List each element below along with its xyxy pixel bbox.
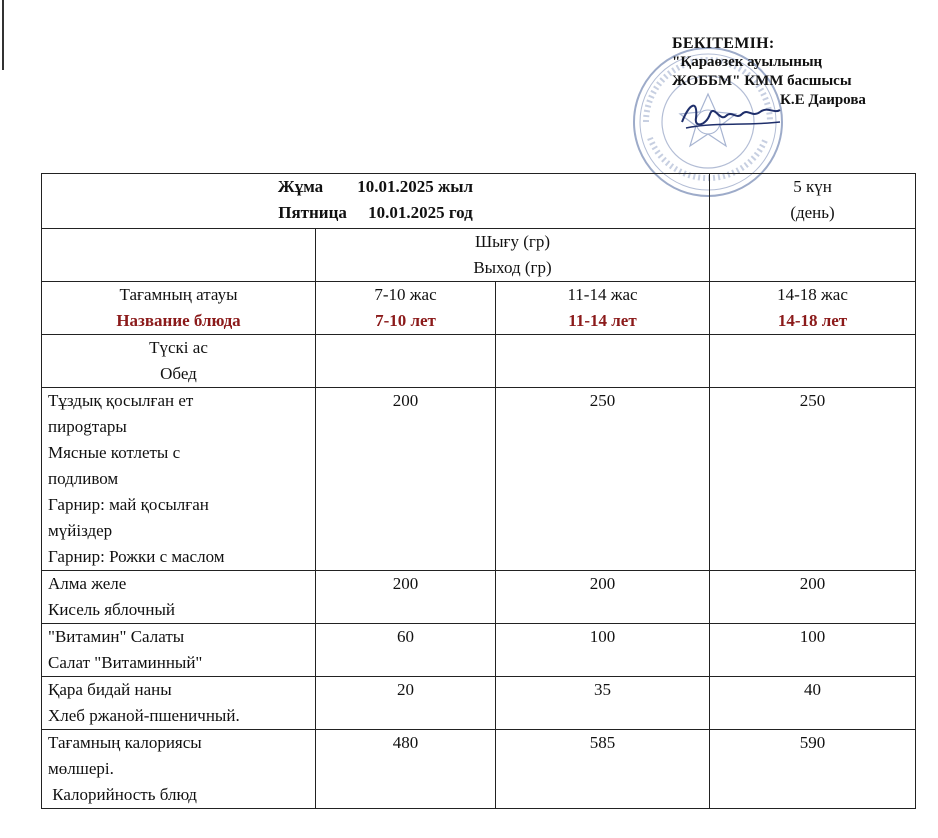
age-7-10-header <box>316 282 496 335</box>
calories-7-10: 480 <box>316 730 496 809</box>
section-empty-cell <box>316 335 496 388</box>
empty-header-cell-right <box>710 229 916 282</box>
approval-line-2: ЖОББМ" КММ басшысы <box>672 73 852 89</box>
date-header-row <box>42 174 916 229</box>
section-empty-cell <box>496 335 710 388</box>
approval-signer: К.Е Даирова <box>780 92 866 108</box>
dish-line: мүйіздер <box>48 521 113 540</box>
age-11-14-header <box>496 282 710 335</box>
portion-7-10: 60 <box>316 624 496 677</box>
output-header-row <box>42 229 916 282</box>
section-row-lunch <box>42 335 916 388</box>
section-empty-cell <box>710 335 916 388</box>
dish-name-cell <box>42 624 316 677</box>
output-cell <box>316 229 710 282</box>
table-row <box>42 730 916 809</box>
dish-line: Калорийность блюд <box>48 785 197 804</box>
dish-header-kz: Тағамның атауы <box>119 285 238 304</box>
approval-title: БЕКІТЕМІН: <box>672 35 775 52</box>
empty-header-cell <box>42 229 316 282</box>
column-header-row <box>42 282 916 335</box>
age-14-18-header <box>710 282 916 335</box>
page-edge-line <box>2 0 4 70</box>
dish-name-cell <box>42 677 316 730</box>
handwritten-signature <box>676 92 786 136</box>
day-number-ru: (день) <box>790 203 835 222</box>
age-14-18-kz: 14-18 жас <box>777 285 848 304</box>
day-name-kz: Жұма <box>277 177 324 196</box>
dish-line: Алма желе <box>48 574 127 593</box>
dish-line: Гарнир: май қосылған <box>48 495 209 514</box>
dish-line: Тұздық қосылған ет <box>48 391 194 410</box>
date-ru-line <box>48 200 703 226</box>
dish-line: Хлеб ржаной-пшеничный. <box>48 706 240 725</box>
dish-line: Қара бидай наны <box>48 680 172 699</box>
portion-11-14: 100 <box>496 624 710 677</box>
dish-line: мөлшері. <box>48 759 114 778</box>
date-ru: 10.01.2025 год <box>368 203 473 222</box>
calories-11-14: 585 <box>496 730 710 809</box>
age-7-10-kz: 7-10 жас <box>374 285 437 304</box>
portion-14-18: 100 <box>710 624 916 677</box>
portion-11-14: 35 <box>496 677 710 730</box>
portion-14-18: 250 <box>710 388 916 571</box>
calorie-label-cell <box>42 730 316 809</box>
dish-line: Тағамның калориясы <box>48 733 202 752</box>
dish-line: Мясные котлеты с <box>48 443 181 462</box>
approval-line-1: "Қараөзек ауылының <box>672 54 823 70</box>
dish-name-cell <box>42 388 316 571</box>
dish-header-ru: Название блюда <box>116 311 241 330</box>
table-row <box>42 624 916 677</box>
dish-name-cell <box>42 571 316 624</box>
calories-14-18: 590 <box>710 730 916 809</box>
portion-14-18: 40 <box>710 677 916 730</box>
table-row <box>42 677 916 730</box>
day-number-cell <box>710 174 916 229</box>
table-row <box>42 388 916 571</box>
dish-line: подливом <box>48 469 119 488</box>
date-cell <box>42 174 710 229</box>
age-11-14-kz: 11-14 жас <box>567 285 638 304</box>
menu-table <box>41 173 916 809</box>
age-11-14-ru: 11-14 лет <box>568 311 637 330</box>
day-name-ru: Пятница <box>278 203 347 222</box>
portion-7-10: 200 <box>316 388 496 571</box>
dish-line: "Витамин" Салаты <box>48 627 185 646</box>
output-kz: Шығу (гр) <box>474 232 551 251</box>
portion-11-14: 200 <box>496 571 710 624</box>
section-lunch-kz: Түскі ас <box>149 338 208 357</box>
dish-line: Салат "Витаминный" <box>48 653 203 672</box>
age-7-10-ru: 7-10 лет <box>375 311 436 330</box>
portion-14-18: 200 <box>710 571 916 624</box>
dish-line: Кисель яблочный <box>48 600 175 619</box>
portion-7-10: 200 <box>316 571 496 624</box>
dish-name-header <box>42 282 316 335</box>
dish-line: пироgтары <box>48 417 127 436</box>
age-14-18-ru: 14-18 лет <box>777 311 848 330</box>
portion-7-10: 20 <box>316 677 496 730</box>
output-ru: Выход (гр) <box>473 258 552 277</box>
date-kz: 10.01.2025 жыл <box>357 177 474 196</box>
portion-11-14: 250 <box>496 388 710 571</box>
section-lunch-ru: Обед <box>160 364 197 383</box>
table-row <box>42 571 916 624</box>
dish-line: Гарнир: Рожки с маслом <box>48 547 225 566</box>
section-lunch-cell <box>42 335 316 388</box>
day-number-kz: 5 күн <box>793 177 832 196</box>
date-kz-line <box>48 174 703 200</box>
